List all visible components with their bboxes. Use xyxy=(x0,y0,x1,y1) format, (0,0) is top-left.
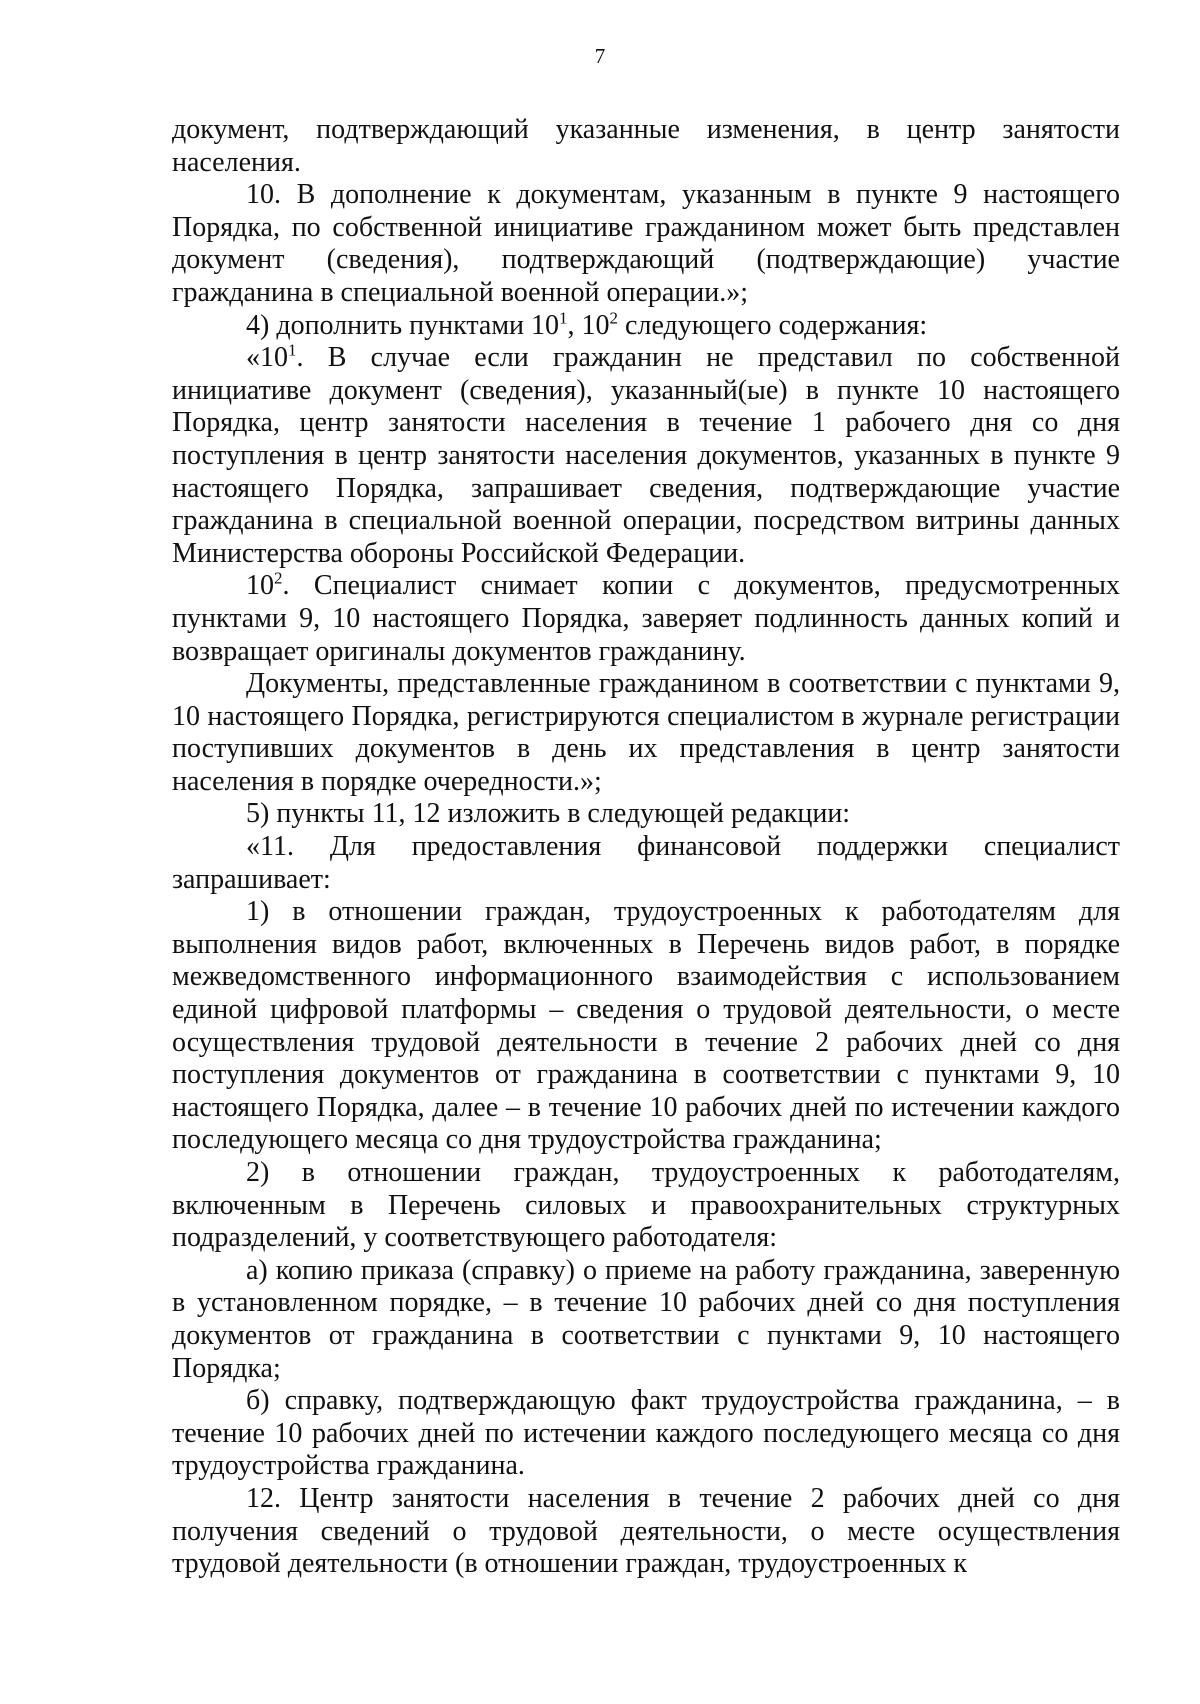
paragraph-item-12: 12. Центр занятости населения в течение 2 рабочих дней со дня получения сведений о трудовой деятельности, о месте осуществления трудовой деятельности (в отношении граждан, трудоустроенных к xyxy=(172,1482,1120,1580)
paragraph-documents-registration: Документы, представленные гражданином в соответствии с пунктами 9, 10 настоящего Порядка, регистрируются специалистом в журнале регистрации поступивших документов в день их представления в центр занятости населения в порядке очередности.»; xyxy=(172,668,1120,797)
paragraph-item-10: 10. В дополнение к документам, указанным в пункте 9 настоящего Порядка, по собственной инициативе гражданином может быть представлен документ (сведения), подтверждающий (подтверждающие) участие гражданина в специальной военной операции.»; xyxy=(172,179,1120,308)
paragraph-continuation: документ, подтверждающий указанные изменения, в центр занятости населения. xyxy=(172,114,1120,178)
text-fragment: , 10 xyxy=(567,309,610,341)
paragraph-amendment-5: 5) пункты 11, 12 изложить в следующей редакции: xyxy=(246,798,851,830)
superscript: 2 xyxy=(274,568,283,588)
superscript: 2 xyxy=(609,308,619,328)
paragraph-subitem-2: 2) в отношении граждан, трудоустроенных к работодателям, включенным в Перечень силовых и правоохранительных структурных подразделений, у соответствующего работодателя: xyxy=(172,1157,1120,1254)
paragraph-item-11: «11. Для предоставления финансовой поддержки специалист запрашивает: xyxy=(172,831,1120,895)
text-fragment: «10 xyxy=(246,342,288,374)
text-fragment: 10 xyxy=(246,570,274,602)
page-number: 7 xyxy=(594,44,606,68)
text-fragment: . Специалист снимает копии с документов, предусмотренных пунктами 9, 10 настоящего Порядка, заверяет подлинность данных копий и возвращает оригиналы документов гражданину. xyxy=(172,570,1120,667)
paragraph-subitem-a: а) копию приказа (справку) о приеме на работу гражданина, заверенную в установленном порядке, – в течение 10 рабочих дней со дня поступления документов от гражданина в соответствии с пунктами 9, 10 настоящего Порядка; xyxy=(172,1254,1120,1384)
paragraph-item-10-1 xyxy=(172,342,1120,570)
text-fragment: следующего содержания: xyxy=(618,309,928,341)
superscript: 1 xyxy=(288,340,297,360)
text-fragment: . В случае если гражданин не представил по собственной инициативе документ (сведения), указанный(ые) в пункте 10 настоящего Порядка, центр занятости населения в течение 1 рабочего дня со дня поступления в центр занятости населения документов, указанных в пункте 9 настоящего Порядка, запрашивает сведения, подтверждающие участие гражданина в специальной военной операции, посредством витрины данных Министерства обороны Российской Федерации. xyxy=(172,342,1120,569)
text-fragment: 4) дополнить пунктами 10 xyxy=(246,309,560,341)
paragraph-subitem-b: б) справку, подтверждающую факт трудоустройства гражданина, – в течение 10 рабочих дней по истечении каждого последующего месяца со дня трудоустройства гражданина. xyxy=(172,1385,1120,1482)
paragraph-amendment-4 xyxy=(172,310,1120,343)
document-body xyxy=(172,114,1120,1581)
paragraph-item-10-2 xyxy=(172,570,1120,668)
paragraph-subitem-1: 1) в отношении граждан, трудоустроенных к работодателям для выполнения видов работ, включенных в Перечень видов работ, в порядке межведомственного информационного взаимодействия с использованием единой цифровой платформы – сведения о трудовой деятельности, о месте осуществления трудовой деятельности в течение 2 рабочих дней со дня поступления документов от гражданина в соответствии с пунктами 9, 10 настоящего Порядка, далее – в течение 10 рабочих дней по истечении каждого последующего месяца со дня трудоустройства гражданина; xyxy=(172,896,1120,1156)
superscript: 1 xyxy=(559,308,568,328)
